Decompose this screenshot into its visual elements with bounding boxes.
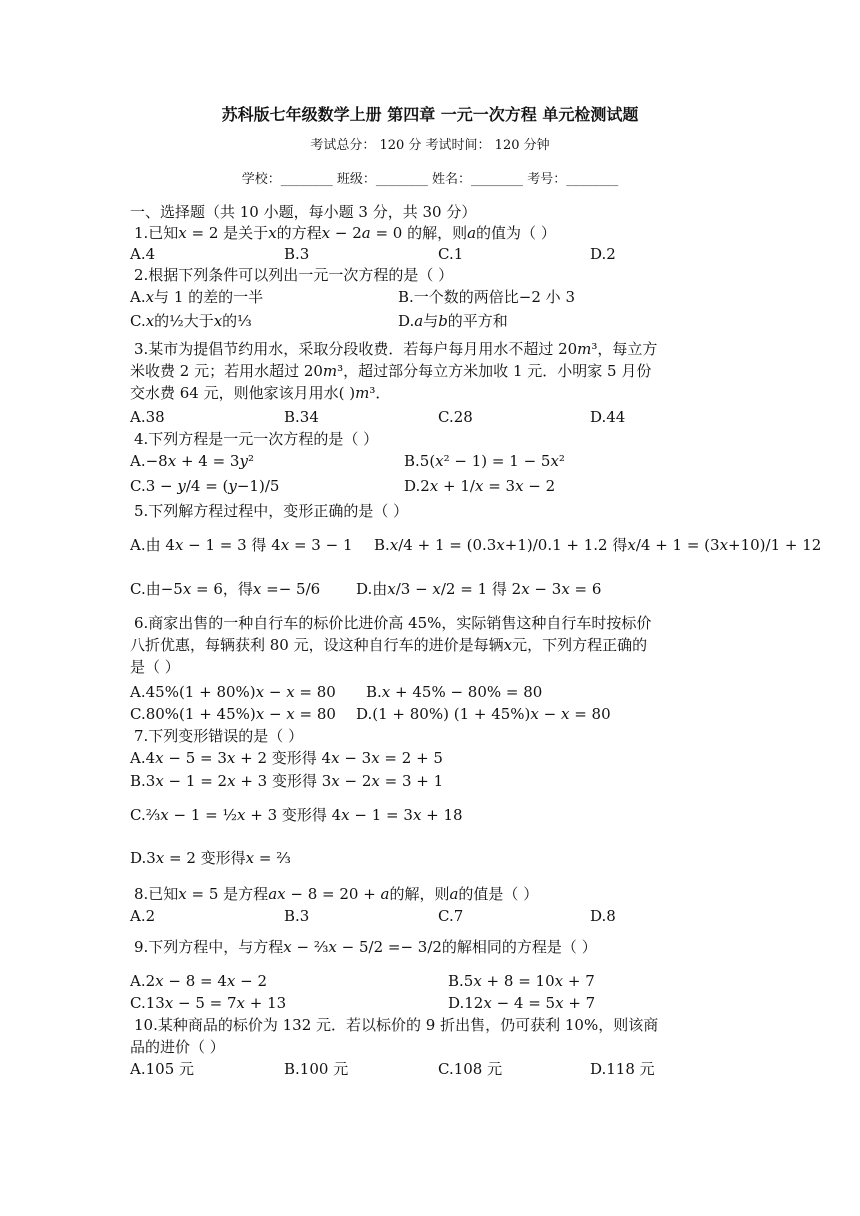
q3-option-c: C.28 (438, 408, 473, 426)
q4-option-a: A.−8𝑥 + 4 = 3𝑦² (130, 452, 254, 470)
q7-option-b: B.3𝑥 − 1 = 2𝑥 + 3 变形得 3𝑥 − 2𝑥 = 3 + 1 (130, 772, 444, 790)
q1-option-c: C.1 (438, 245, 464, 263)
section-heading: 一、选择题（共 10 小题，每小题 3 分，共 30 分） (130, 203, 477, 221)
q7-option-c: C.⅔𝑥 − 1 = ½𝑥 + 3 变形得 4𝑥 − 1 = 3𝑥 + 18 (130, 806, 463, 824)
q7-option-a: A.4𝑥 − 5 = 3𝑥 + 2 变形得 4𝑥 − 3𝑥 = 2 + 5 (130, 749, 443, 767)
q1-option-a: A.4 (130, 245, 156, 263)
q10-option-a: A.105 元 (130, 1060, 194, 1078)
q10-option-c: C.108 元 (438, 1060, 503, 1078)
question-3-stem-line-3: 交水费 64 元，则他家该月用水( )𝑚³． (130, 384, 391, 402)
q10-option-b: B.100 元 (284, 1060, 349, 1078)
question-10-stem-line-1: 10.某种商品的标价为 132 元．若以标价的 9 折出售，仍可获利 10%，则该商 (134, 1016, 659, 1034)
q2-option-d: D.𝑎与𝑏的平方和 (398, 312, 508, 330)
q2-option-b: B.一个数的两倍比−2 小 3 (398, 288, 575, 306)
q4-option-b: B.5(𝑥² − 1) = 1 − 5𝑥² (404, 452, 565, 470)
q1-option-b: B.3 (284, 245, 310, 263)
q6-option-b: B.𝑥 + 45% − 80% = 80 (366, 683, 543, 701)
question-6-stem-line-2: 八折优惠，每辆获利 80 元，设这种自行车的进价是每辆𝑥元，下列方程正确的 (130, 636, 648, 654)
q8-option-a: A.2 (130, 907, 156, 925)
student-info: 学校：________ 班级：________ 姓名：________ 考号：________ (241, 172, 619, 187)
q9-option-c: C.13𝑥 − 5 = 7𝑥 + 13 (130, 994, 287, 1012)
question-1-stem: 1.已知𝑥 = 2 是关于𝑥的方程𝑥 − 2𝑎 = 0 的解，则𝑎的值为（ ） (134, 224, 556, 242)
q8-option-d: D.8 (590, 907, 616, 925)
document-title: 苏科版七年级数学上册 第四章 一元一次方程 单元检测试题 (221, 105, 639, 124)
q9-option-d: D.12𝑥 − 4 = 5𝑥 + 7 (448, 994, 596, 1012)
q2-option-c: C.𝑥的½大于𝑥的⅓ (130, 312, 252, 330)
question-8-stem: 8.已知𝑥 = 5 是方程𝑎𝑥 − 8 = 20 + 𝑎的解，则𝑎的值是（ ） (134, 885, 539, 903)
q5-option-b: B.𝑥/4 + 1 = (0.3𝑥+1)/0.1 + 1.2 得𝑥/4 + 1 = (3𝑥+10)/1 + 12 (374, 536, 822, 554)
q10-option-d: D.118 元 (590, 1060, 655, 1078)
q4-option-d: D.2𝑥 + 1/𝑥 = 3𝑥 − 2 (404, 477, 556, 495)
question-10-stem-line-2: 品的进价（ ） (130, 1038, 225, 1056)
question-9-stem: 9.下列方程中，与方程𝑥 − ⅔𝑥 − 5/2 =− 3/2的解相同的方程是（ ） (134, 938, 597, 956)
question-3-stem-line-2: 米收费 2 元；若用水超过 20𝑚³，超过部分每立方米加收 1 元．小明家 5 月份 (130, 362, 652, 380)
q3-option-a: A.38 (130, 408, 165, 426)
question-4-stem: 4.下列方程是一元一次方程的是（ ） (134, 430, 379, 448)
q6-option-a: A.45%(1 + 80%)𝑥 − 𝑥 = 80 (130, 683, 336, 701)
question-6-stem-line-3: 是（ ） (130, 658, 180, 676)
question-5-stem: 5.下列解方程过程中，变形正确的是（ ） (134, 502, 409, 520)
question-6-stem-line-1: 6.商家出售的一种自行车的标价比进价高 45%，实际销售这种自行车时按标价 (134, 614, 652, 632)
q6-option-c: C.80%(1 + 45%)𝑥 − 𝑥 = 80 (130, 705, 336, 723)
q3-option-d: D.44 (590, 408, 626, 426)
q9-option-a: A.2𝑥 − 8 = 4𝑥 − 2 (130, 972, 268, 990)
q8-option-b: B.3 (284, 907, 310, 925)
q2-option-a: A.𝑥与 1 的差的一半 (130, 288, 264, 306)
q5-option-d: D.由𝑥/3 − 𝑥/2 = 1 得 2𝑥 − 3𝑥 = 6 (356, 580, 602, 598)
question-2-stem: 2.根据下列条件可以列出一元一次方程的是（ ） (134, 266, 454, 284)
q4-option-c: C.3 − 𝑦/4 = (𝑦−1)/5 (130, 477, 280, 495)
exam-info: 考试总分： 120 分 考试时间： 120 分钟 (310, 138, 550, 153)
q1-option-d: D.2 (590, 245, 616, 263)
question-7-stem: 7.下列变形错误的是（ ） (134, 727, 304, 745)
question-3-stem-line-1: 3.某市为提倡节约用水，采取分段收费．若每户每月用水不超过 20𝑚³，每立方 (134, 340, 658, 358)
q6-option-d: D.(1 + 80%) (1 + 45%)𝑥 − 𝑥 = 80 (356, 705, 611, 723)
q5-option-c: C.由−5𝑥 = 6，得𝑥 =− 5/6 (130, 580, 321, 598)
q7-option-d: D.3𝑥 = 2 变形得𝑥 = ⅔ (130, 849, 291, 867)
q8-option-c: C.7 (438, 907, 464, 925)
q5-option-a: A.由 4𝑥 − 1 = 3 得 4𝑥 = 3 − 1 (130, 536, 353, 554)
q3-option-b: B.34 (284, 408, 319, 426)
q9-option-b: B.5𝑥 + 8 = 10𝑥 + 7 (448, 972, 595, 990)
